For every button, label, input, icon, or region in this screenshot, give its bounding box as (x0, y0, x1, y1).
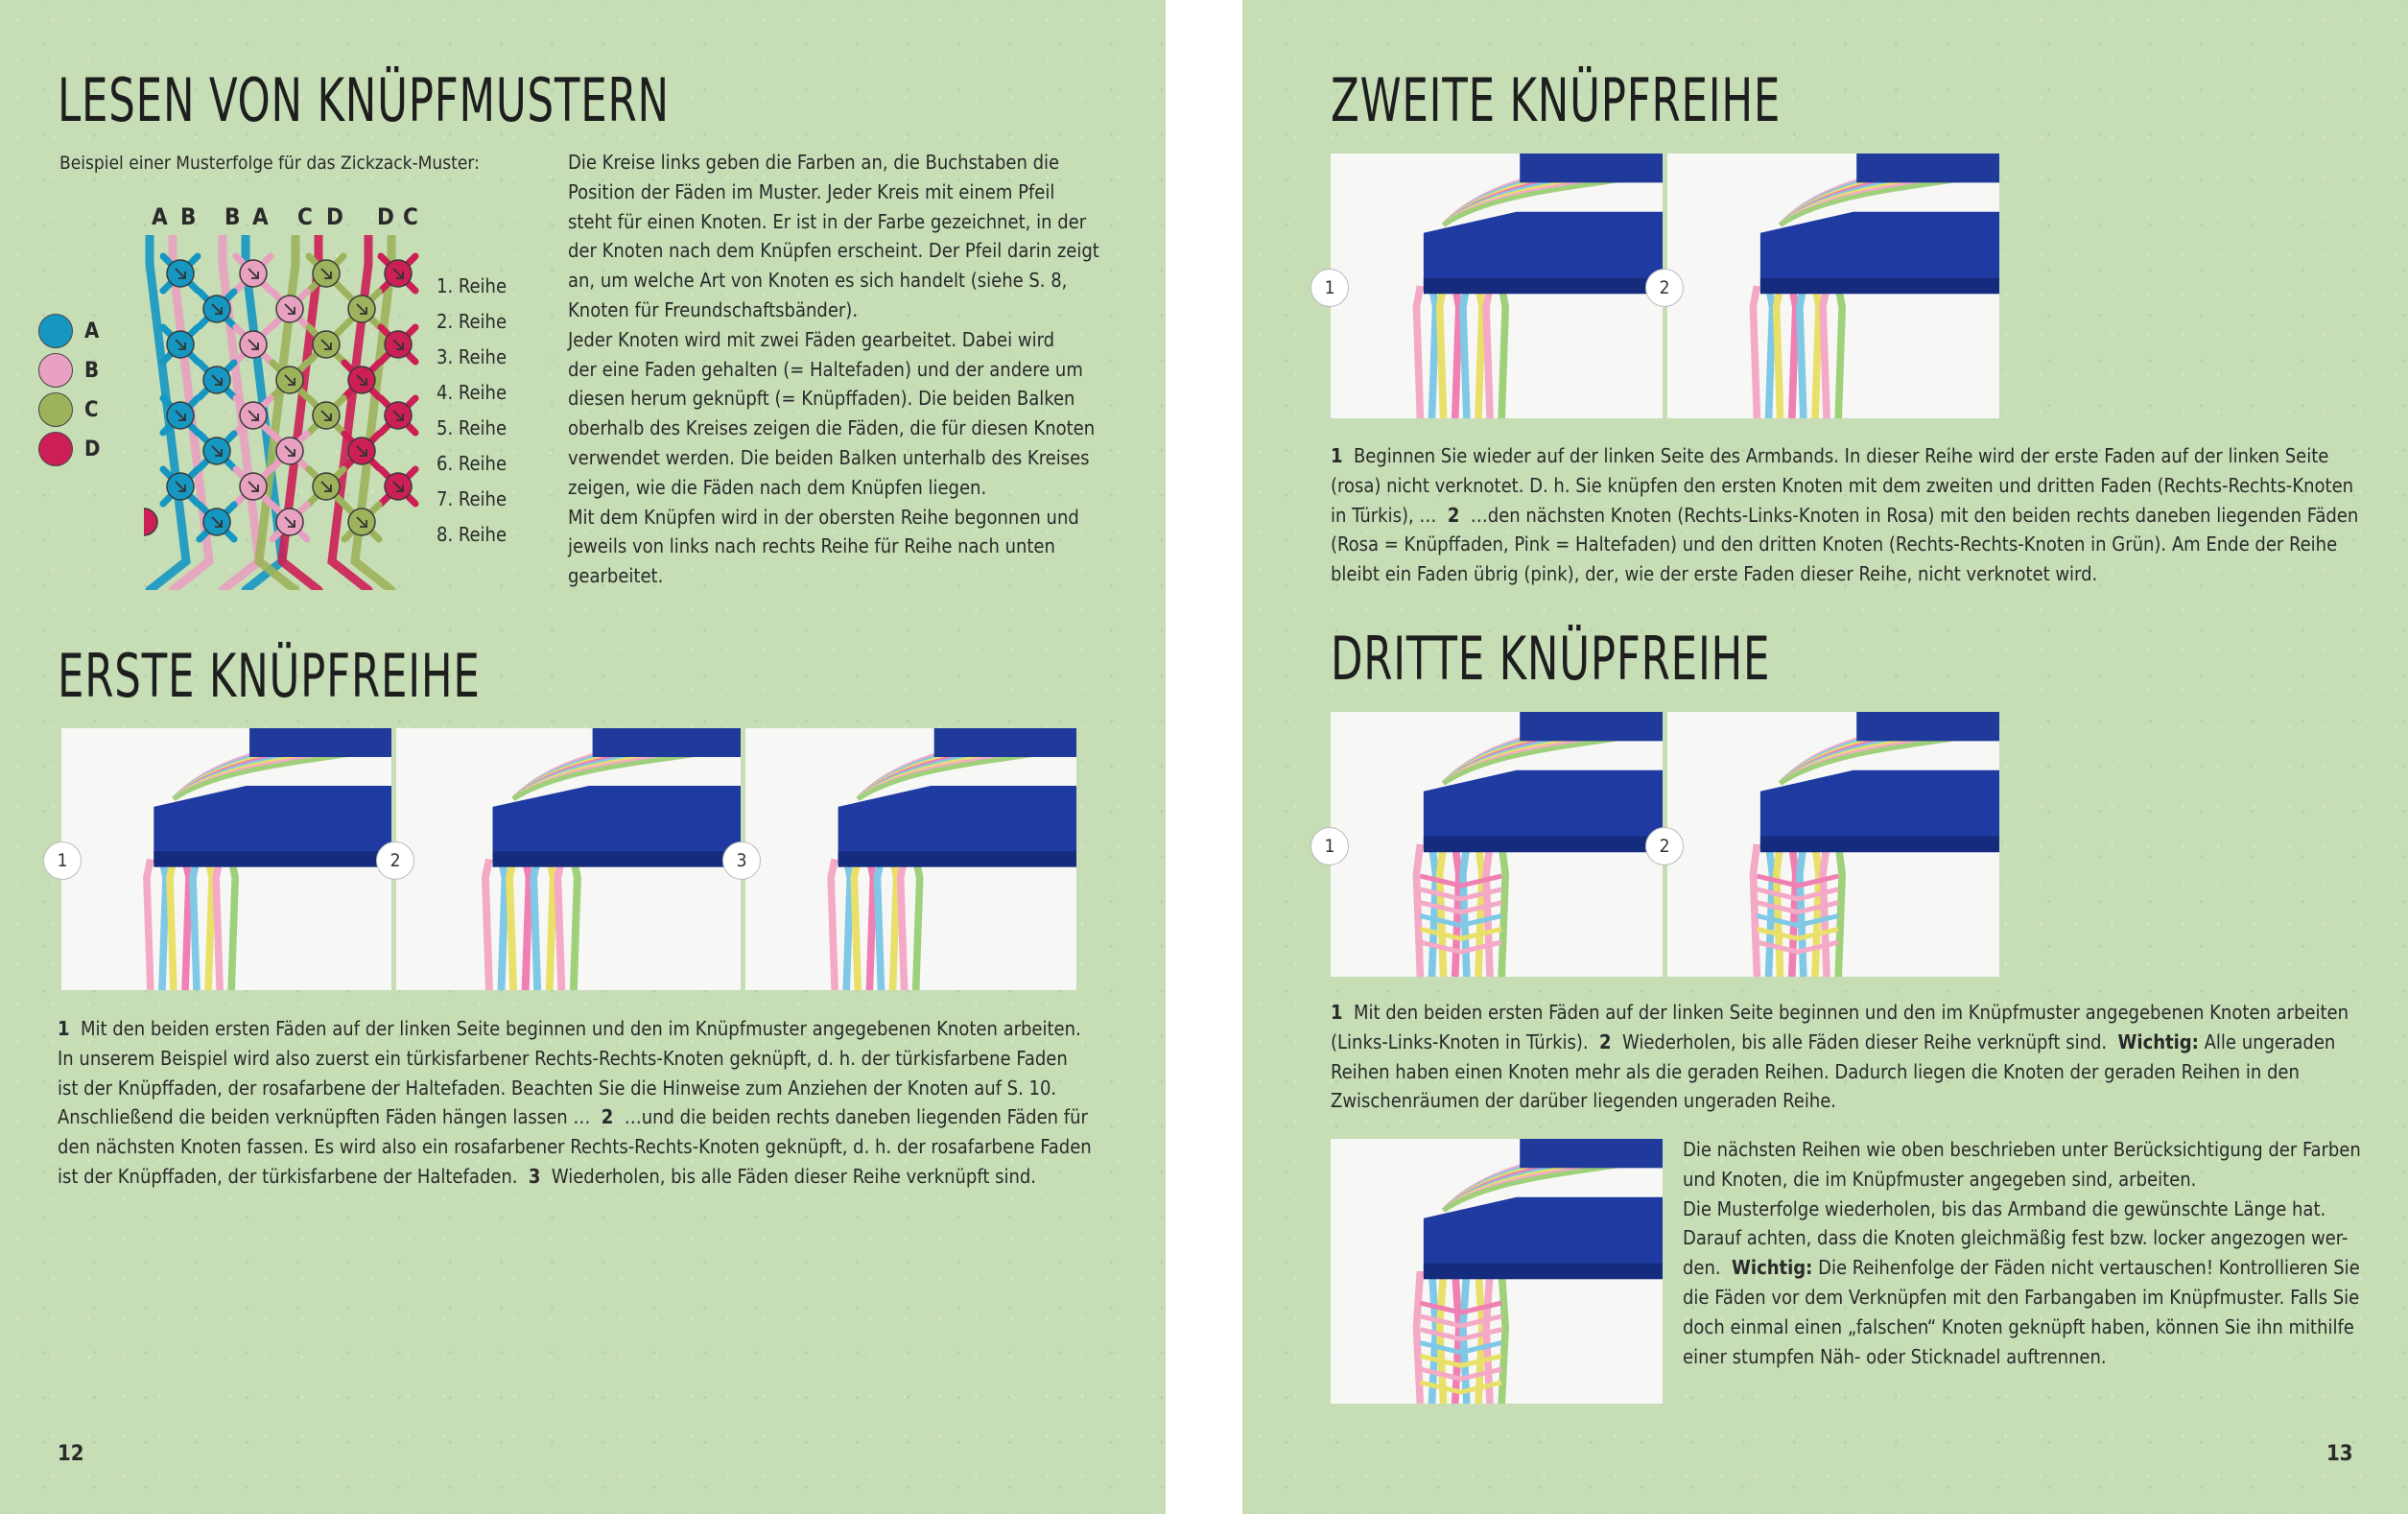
thread-strand (1777, 844, 1781, 977)
thread-strand (557, 860, 561, 991)
text-line: steht für einen Knoten. Er ist in der Farbe gezeichnet, in der (568, 209, 1087, 233)
step-marker: 2 (1645, 269, 1684, 307)
text-line: Die nächsten Reihen wie oben beschrieben unter Berücksichtigung der Farben (1683, 1138, 2361, 1161)
thread-strand (216, 860, 220, 991)
thread-strand (193, 860, 197, 991)
legend-item (38, 392, 99, 427)
thread-strand (1769, 844, 1773, 977)
thread-strand (1777, 286, 1781, 418)
knot (144, 509, 157, 535)
text-line: der eine Faden gehalten (= Haltefaden) und der andere um (568, 357, 1083, 381)
text-line: bleibt ein Faden übrig (pink), der, wie der erste Faden dieser Reihe, nicht verknotet wird. (1331, 562, 2098, 586)
thread-strand (1815, 844, 1819, 977)
step-instructions (1331, 998, 2349, 1116)
step-photo (1331, 154, 1663, 418)
thread-strand (533, 860, 537, 991)
thread-strand (526, 860, 530, 991)
column-label: D (377, 203, 394, 230)
text-line: doch einmal einen „falschen“ Knoten geknüpft haben, können Sie ihn mithilfe (1683, 1314, 2354, 1338)
section-title: ERSTE KNÜPFREIHE (58, 641, 481, 711)
text-line: In unserem Beispiel wird also zuerst ein türkisfarbener Rechts-Rechts-Knoten geknüpft, d. h. der türkisfarbene Faden (58, 1046, 1068, 1070)
legend-item (38, 432, 100, 466)
row-label: 3. Reihe (437, 345, 508, 368)
thread-strand (185, 860, 189, 991)
color-swatch (38, 314, 73, 348)
thread-strand (485, 860, 489, 991)
thread-strand (846, 860, 850, 991)
color-swatch (38, 432, 73, 466)
row-label: 5. Reihe (437, 416, 508, 439)
left-page (0, 0, 1166, 1514)
thread-strand (916, 860, 920, 991)
thread-strand (831, 860, 835, 991)
legend-item (38, 353, 99, 388)
loom-shadow (1424, 1264, 1663, 1280)
thread-strand (854, 860, 858, 991)
row-label: 4. Reihe (437, 381, 508, 404)
text-line: einer stumpfen Näh- oder Sticknadel auftrennen. (1683, 1344, 2107, 1368)
text-line: Darauf achten, dass die Knoten gleichmäßig fest bzw. locker angezogen wer- (1683, 1226, 2349, 1250)
step-photo (61, 728, 391, 990)
step-instructions (58, 1014, 1092, 1192)
column-label: B (180, 203, 197, 230)
loom-shadow (493, 851, 741, 866)
loom-shadow (838, 851, 1076, 866)
thread-strand (1800, 286, 1804, 418)
column-label: C (403, 203, 418, 230)
row-label: 6. Reihe (437, 452, 508, 475)
text-line: verwendet werden. Die beiden Balken unterhalb des Kreises (568, 445, 1090, 469)
text-line: der Knoten nach dem Knüpfen erscheint. Der Pfeil darin zeigt (568, 239, 1099, 263)
row-label: 2. Reihe (437, 310, 508, 333)
step-photo (1331, 712, 1663, 977)
text-line: jeweils von links nach rechts Reihe für Reihe nach unten (568, 534, 1055, 558)
thread-strand (208, 860, 212, 991)
thread-strand (170, 860, 174, 991)
text-line: ist der Knüpffaden, der rosafarbene der Haltefaden. Beachten Sie die Hinweise zum Anziehen der Knoten auf S. 10. (58, 1076, 1057, 1100)
thread-strand (1792, 286, 1796, 418)
thread-strand (231, 860, 235, 991)
text-line: gearbeitet. (568, 564, 664, 588)
text-line: die Fäden vor dem Verknüpfen mit den Farbangaben im Knüpfmuster. Falls Sie (1683, 1285, 2360, 1309)
pattern-caption: Beispiel einer Musterfolge für das Zickzack-Muster: (59, 153, 480, 174)
text-line: den nächsten Knoten fassen. Es wird also ein rosafarbener Rechts-Rechts-Knoten geknüpft, d. h. der rosafarbene Faden (58, 1135, 1092, 1159)
thread-strand (1416, 286, 1420, 418)
text-line: Jeder Knoten wird mit zwei Fäden gearbeitet. Dabei wird (568, 327, 1055, 351)
loom-shadow (1424, 837, 1663, 853)
thread-strand (1486, 844, 1490, 977)
thread-strand (1823, 844, 1827, 977)
legend-item (38, 314, 99, 348)
thread-strand (574, 860, 578, 991)
text-line: Die Musterfolge wiederholen, bis das Armband die gewünschte Länge hat. (1683, 1196, 2326, 1220)
color-swatch (38, 353, 73, 388)
loom-post (1856, 712, 1999, 741)
step-marker: 3 (722, 841, 761, 880)
thread-strand (869, 860, 873, 991)
text-line: 1 Mit den beiden ersten Fäden auf der linken Seite beginnen und den im Knüpfmuster angegebenen Knoten arbeiten. (58, 1017, 1081, 1040)
loom-post (1520, 154, 1663, 182)
text-line: (Rosa = Knüpffaden, Pink = Haltefaden) und den dritten Knoten (Rechts-Rechts-Knoten in Grün). Am Ende der Reihe (1331, 532, 2338, 556)
column-label: B (224, 203, 241, 230)
text-line: Zwischenräumen der darüber liegenden ungeraden Reihe. (1331, 1089, 1837, 1113)
thread-strand (1416, 844, 1420, 977)
text-line: Position der Fäden im Muster. Jeder Kreis mit einem Pfeil (568, 179, 1055, 203)
thread-strand (1823, 286, 1827, 418)
row-label: 8. Reihe (437, 523, 508, 546)
text-line: (Links-Links-Knoten in Türkis). 2 Wiederholen, bis alle Fäden dieser Reihe verknüpft sind. Wichtig: Alle ungeraden (1331, 1029, 2336, 1053)
text-line: 1 Mit den beiden ersten Fäden auf der linken Seite beginnen und den im Knüpfmuster angegebenen Knoten arbeiten (1331, 1001, 2349, 1024)
pattern-explanation (568, 148, 1099, 591)
text-line: Reihen haben einen Knoten mehr als die geraden Reihen. Dadurch liegen die Knoten der geraden Reihen in den (1331, 1059, 2300, 1083)
legend-label: C (84, 397, 99, 422)
text-line: in Türkis), … 2 …den nächsten Knoten (Rechts-Links-Knoten in Rosa) mit den beiden rechts daneben liegenden Fäden (1331, 503, 2359, 527)
thread-strand (147, 860, 151, 991)
column-label: C (297, 203, 313, 230)
final-instructions (1683, 1135, 2361, 1371)
right-page (1242, 0, 2408, 1514)
text-line: oberhalb des Kreises zeigen die Fäden, die für diesen Knoten (568, 416, 1096, 440)
knot-pattern-diagram (144, 235, 432, 590)
text-line: diesen herum geknüpft (= Knüpffaden). Die beiden Balken (568, 387, 1075, 411)
thread-strand (1753, 844, 1757, 977)
step-photo (745, 728, 1076, 990)
text-line: an, um welche Art von Knoten es sich handelt (siehe S. 8, (568, 269, 1068, 293)
thread-strand (1455, 286, 1459, 418)
page-number: 13 (2326, 1442, 2353, 1466)
legend-label: A (84, 319, 100, 343)
thread-strand (1440, 844, 1444, 977)
section-title: ZWEITE KNÜPFREIHE (1331, 65, 1782, 135)
legend-label: D (84, 437, 101, 461)
row-label: 1. Reihe (437, 274, 508, 297)
column-label: A (252, 203, 269, 230)
loom-post (1856, 154, 1999, 182)
loom-shadow (1760, 278, 1999, 295)
thread-strand (509, 860, 513, 991)
column-label: D (326, 203, 343, 230)
thread-strand (1486, 286, 1490, 418)
thread-strand (1501, 1271, 1505, 1404)
text-line: Die Kreise links geben die Farben an, die Buchstaben die (568, 151, 1060, 174)
loom-post (1520, 1139, 1663, 1168)
text-line: (rosa) nicht verknotet. D. h. Sie knüpfen den ersten Knoten mit dem zweiten und dritten Faden (Rechts-Rechts-Knoten (1331, 473, 2354, 497)
step-marker: 1 (1310, 269, 1349, 307)
text-line: Knoten für Freundschaftsbänder). (568, 297, 859, 321)
thread-strand (1478, 1271, 1482, 1404)
section-title: DRITTE KNÜPFREIHE (1331, 624, 1771, 694)
thread-strand (1432, 286, 1436, 418)
loom-post (934, 728, 1076, 757)
text-line: den. Wichtig: Die Reihenfolge der Fäden nicht vertauschen! Kontrollieren Sie (1683, 1256, 2360, 1280)
loom-post (249, 728, 391, 757)
thread-strand (901, 860, 905, 991)
thread-strand (1432, 844, 1436, 977)
loom-shadow (1424, 278, 1663, 295)
step-marker: 1 (43, 841, 82, 880)
step-photo (396, 728, 741, 990)
text-line: Mit dem Knüpfen wird in der obersten Reihe begonnen und (568, 505, 1079, 529)
result-photo (1331, 1139, 1663, 1404)
step-photo (1667, 712, 1999, 977)
loom-post (1520, 712, 1663, 741)
loom-shadow (1760, 837, 1999, 853)
thread-strand (1838, 286, 1842, 418)
page-title: LESEN VON KNÜPFMUSTERN (58, 65, 670, 135)
thread-strand (162, 860, 166, 991)
thread-strand (1501, 286, 1505, 418)
thread-strand (501, 860, 505, 991)
thread-strand (550, 860, 554, 991)
step-instructions (1331, 441, 2358, 589)
text-line: 1 Beginnen Sie wieder auf der linken Seite des Armbands. In dieser Reihe wird der erste Faden auf der linken Seite (1331, 444, 2329, 467)
thread-strand (1478, 844, 1482, 977)
thread-strand (1440, 1271, 1444, 1404)
thread-strand (1440, 286, 1444, 418)
loom-shadow (153, 851, 391, 866)
thread-strand (1815, 286, 1819, 418)
legend-label: B (84, 358, 100, 383)
thread-strand (1416, 1271, 1420, 1404)
text-line: und Knoten, die im Knüpfmuster angegeben sind, arbeiten. (1683, 1167, 2197, 1191)
thread-strand (877, 860, 881, 991)
thread-strand (1463, 286, 1467, 418)
text-line: ist der Knüpffaden, der türkisfarbene der Haltefaden. 3 Wiederholen, bis alle Fäden dieser Reihe verknüpft sind. (58, 1164, 1037, 1188)
thread-strand (1753, 286, 1757, 418)
step-marker: 2 (376, 841, 414, 880)
page-number: 12 (58, 1442, 84, 1466)
thread-strand (893, 860, 897, 991)
text-line: zeigen, wie die Fäden nach dem Knüpfen liegen. (568, 475, 987, 499)
thread-strand (1478, 286, 1482, 418)
color-swatch (38, 392, 73, 427)
step-marker: 2 (1645, 827, 1684, 865)
thread-strand (1769, 286, 1773, 418)
step-photo (1667, 154, 1999, 418)
column-label: A (152, 203, 168, 230)
text-line: Anschließend die beiden verknüpften Fäden hängen lassen … 2 …und die beiden rechts daneben liegenden Fäden für (58, 1105, 1088, 1129)
thread-strand (1838, 844, 1842, 977)
step-marker: 1 (1310, 827, 1349, 865)
loom-post (593, 728, 741, 757)
thread-strand (1501, 844, 1505, 977)
row-label: 7. Reihe (437, 487, 508, 510)
